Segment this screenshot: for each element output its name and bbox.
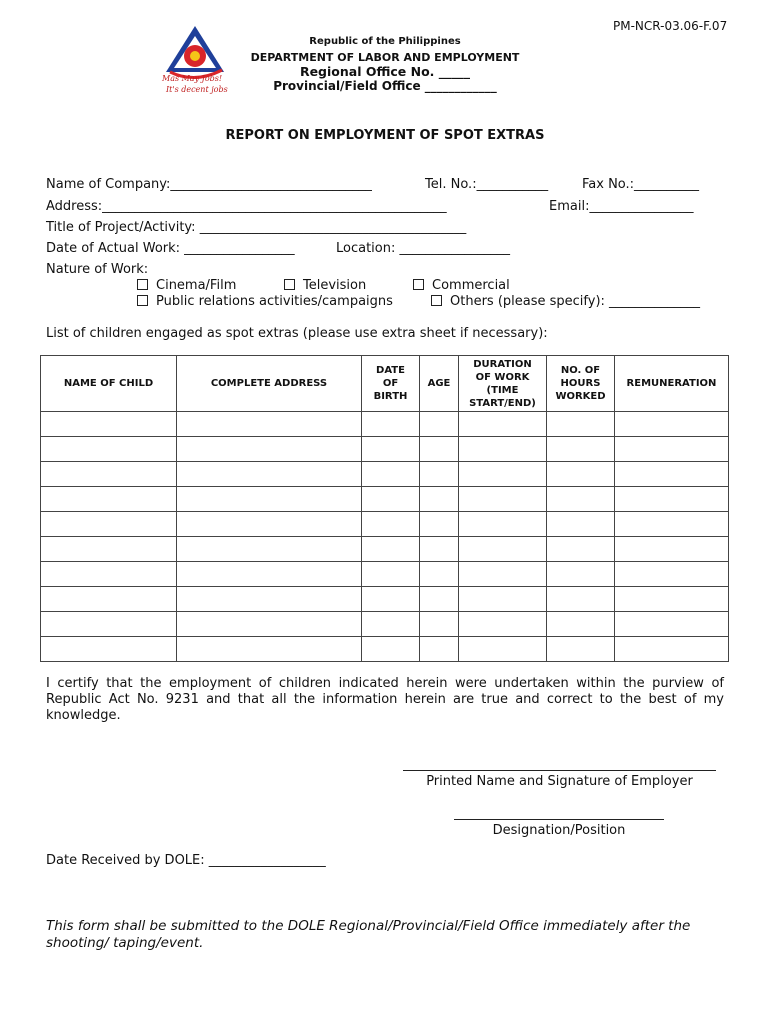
checkbox-icon[interactable] bbox=[137, 279, 148, 290]
option-cinema-label: Cinema/Film bbox=[156, 278, 237, 293]
option-television-label: Television bbox=[303, 278, 367, 293]
checkbox-icon[interactable] bbox=[413, 279, 424, 290]
location-field[interactable]: Location: _________________ bbox=[336, 241, 510, 256]
table-cell[interactable] bbox=[547, 412, 615, 437]
table-cell[interactable] bbox=[615, 637, 729, 662]
logo-tagline-1: Mas May Jobs! bbox=[162, 74, 223, 83]
table-cell[interactable] bbox=[41, 562, 177, 587]
option-commercial-label: Commercial bbox=[432, 278, 510, 293]
table-row bbox=[41, 637, 729, 662]
table-row bbox=[41, 487, 729, 512]
table-cell[interactable] bbox=[362, 412, 420, 437]
table-header-text: NO. OF bbox=[560, 365, 601, 376]
option-public-relations[interactable] bbox=[137, 294, 393, 309]
designation-label: Designation/Position bbox=[492, 823, 626, 838]
table-cell[interactable] bbox=[615, 412, 729, 437]
option-television[interactable] bbox=[284, 278, 366, 293]
table-cell[interactable] bbox=[177, 562, 362, 587]
table-cell[interactable] bbox=[547, 637, 615, 662]
table-row bbox=[41, 537, 729, 562]
table-header-row bbox=[41, 356, 729, 412]
company-field[interactable]: Name of Company:_______________________________ bbox=[46, 177, 372, 192]
checkbox-icon[interactable] bbox=[284, 279, 295, 290]
table-header-cell bbox=[459, 356, 547, 412]
option-pr-label: Public relations activities/campaigns bbox=[156, 294, 393, 309]
table-cell[interactable] bbox=[177, 512, 362, 537]
table-cell[interactable] bbox=[362, 437, 420, 462]
table-cell[interactable] bbox=[41, 637, 177, 662]
table-cell[interactable] bbox=[547, 462, 615, 487]
table-cell[interactable] bbox=[420, 587, 459, 612]
table-header-text: OF WORK bbox=[475, 371, 530, 383]
header-republic: Republic of the Philippines bbox=[309, 36, 461, 47]
table-cell[interactable] bbox=[459, 487, 547, 512]
table-cell[interactable] bbox=[459, 462, 547, 487]
table-cell[interactable] bbox=[420, 412, 459, 437]
header-department: DEPARTMENT OF LABOR AND EMPLOYMENT bbox=[250, 51, 520, 64]
table-cell[interactable] bbox=[41, 487, 177, 512]
table-cell[interactable] bbox=[420, 537, 459, 562]
option-cinema[interactable] bbox=[137, 278, 236, 293]
table-row bbox=[41, 412, 729, 437]
table-row bbox=[41, 587, 729, 612]
table-header-text: DATE bbox=[376, 365, 405, 376]
table-cell[interactable] bbox=[41, 462, 177, 487]
table-cell[interactable] bbox=[362, 587, 420, 612]
table-cell[interactable] bbox=[420, 487, 459, 512]
table-cell[interactable] bbox=[420, 612, 459, 637]
table-cell[interactable] bbox=[615, 437, 729, 462]
table-cell[interactable] bbox=[41, 587, 177, 612]
table-header-cell bbox=[615, 356, 729, 412]
header-provincial-office: Provincial/Field Office ____________ bbox=[273, 79, 497, 93]
table-cell[interactable] bbox=[362, 487, 420, 512]
nature-of-work-label: Nature of Work: bbox=[46, 262, 149, 277]
table-cell[interactable] bbox=[362, 512, 420, 537]
table-cell[interactable] bbox=[420, 462, 459, 487]
date-received-field[interactable]: Date Received by DOLE: __________________ bbox=[46, 853, 326, 868]
table-cell[interactable] bbox=[420, 637, 459, 662]
table-cell[interactable] bbox=[41, 437, 177, 462]
table-cell[interactable] bbox=[615, 587, 729, 612]
table-cell[interactable] bbox=[177, 487, 362, 512]
table-cell[interactable] bbox=[459, 637, 547, 662]
table-cell[interactable] bbox=[459, 587, 547, 612]
table-header-text: BIRTH bbox=[373, 391, 408, 402]
table-cell[interactable] bbox=[420, 512, 459, 537]
table-header-text: OF bbox=[382, 378, 399, 389]
table-cell[interactable] bbox=[41, 412, 177, 437]
date-of-work-field[interactable]: Date of Actual Work: _________________ bbox=[46, 241, 295, 256]
table-header-cell bbox=[420, 356, 459, 412]
certification-text: I certify that the employment of children indicated herein were undertaken within the purview of Republic Act No. 9231 and that all the information herein are true and correct to the best of my knowledge. bbox=[46, 676, 724, 723]
table-header-cell bbox=[177, 356, 362, 412]
table-cell[interactable] bbox=[459, 537, 547, 562]
form-code: PM-NCR-03.06-F.07 bbox=[613, 19, 728, 33]
table-header-text: REMUNERATION bbox=[626, 378, 717, 389]
table-cell[interactable] bbox=[41, 612, 177, 637]
table-row bbox=[41, 562, 729, 587]
table-header-text: DURATION bbox=[473, 358, 532, 370]
table-cell[interactable] bbox=[547, 612, 615, 637]
table-cell[interactable] bbox=[362, 462, 420, 487]
table-header-text: (TIME bbox=[486, 384, 519, 396]
table-row bbox=[41, 612, 729, 637]
table-cell[interactable] bbox=[547, 587, 615, 612]
table-cell[interactable] bbox=[362, 637, 420, 662]
table-cell[interactable] bbox=[615, 562, 729, 587]
form-title: REPORT ON EMPLOYMENT OF SPOT EXTRAS bbox=[225, 128, 545, 143]
table-header-text: AGE bbox=[427, 378, 451, 389]
submission-note: This form shall be submitted to the DOLE Regional/Provincial/Field Office immediately after the shooting/ taping/event. bbox=[46, 918, 691, 951]
table-cell[interactable] bbox=[459, 562, 547, 587]
table-cell[interactable] bbox=[177, 637, 362, 662]
table-cell[interactable] bbox=[615, 462, 729, 487]
option-others[interactable] bbox=[431, 294, 700, 309]
table-cell[interactable] bbox=[362, 537, 420, 562]
table-cell[interactable] bbox=[177, 587, 362, 612]
signature-line[interactable] bbox=[403, 770, 716, 771]
table-row bbox=[41, 462, 729, 487]
table-cell[interactable] bbox=[459, 437, 547, 462]
list-caption: List of children engaged as spot extras (please use extra sheet if necessary): bbox=[46, 326, 548, 341]
table-cell[interactable] bbox=[420, 437, 459, 462]
option-others-label: Others (please specify): ______________ bbox=[450, 294, 701, 309]
table-cell[interactable] bbox=[547, 562, 615, 587]
table-cell[interactable] bbox=[547, 537, 615, 562]
table-cell[interactable] bbox=[177, 412, 362, 437]
tel-field[interactable]: Tel. No.:___________ bbox=[425, 177, 549, 192]
address-field[interactable]: Address:_____________________________________________________ bbox=[46, 199, 447, 214]
fax-field[interactable]: Fax No.:__________ bbox=[582, 177, 700, 192]
table-cell[interactable] bbox=[177, 437, 362, 462]
table-row bbox=[41, 512, 729, 537]
table-cell[interactable] bbox=[177, 612, 362, 637]
table-cell[interactable] bbox=[615, 512, 729, 537]
table-header-text: HOURS bbox=[560, 378, 601, 389]
table-cell[interactable] bbox=[615, 487, 729, 512]
table-header-cell bbox=[547, 356, 615, 412]
checkbox-icon[interactable] bbox=[431, 295, 442, 306]
table-cell[interactable] bbox=[547, 437, 615, 462]
table-cell[interactable] bbox=[41, 537, 177, 562]
table-header-text: WORKED bbox=[555, 391, 606, 402]
checkbox-icon[interactable] bbox=[137, 295, 148, 306]
option-commercial[interactable] bbox=[413, 278, 510, 293]
table-cell[interactable] bbox=[362, 612, 420, 637]
table-cell[interactable] bbox=[459, 412, 547, 437]
table-header-cell bbox=[41, 356, 177, 412]
table-cell[interactable] bbox=[362, 562, 420, 587]
header-regional-office: Regional Office No. _____ bbox=[299, 64, 471, 79]
table-cell[interactable] bbox=[459, 612, 547, 637]
table-header-text: NAME OF CHILD bbox=[63, 378, 154, 389]
table-header-cell bbox=[362, 356, 420, 412]
signature-label: Printed Name and Signature of Employer bbox=[426, 774, 693, 789]
table-cell[interactable] bbox=[177, 537, 362, 562]
table-cell[interactable] bbox=[547, 487, 615, 512]
table-header-text: START/END) bbox=[469, 397, 536, 409]
designation-line[interactable] bbox=[454, 819, 664, 820]
table-row bbox=[41, 437, 729, 462]
table-header-text: COMPLETE ADDRESS bbox=[210, 378, 328, 389]
table-cell[interactable] bbox=[41, 512, 177, 537]
project-field[interactable]: Title of Project/Activity: _________________________________________ bbox=[46, 220, 467, 235]
table-cell[interactable] bbox=[420, 562, 459, 587]
table-cell[interactable] bbox=[615, 612, 729, 637]
logo-tagline-2: It's decent jobs bbox=[166, 85, 228, 94]
email-field[interactable]: Email:________________ bbox=[549, 199, 694, 214]
table-cell[interactable] bbox=[459, 512, 547, 537]
table-cell[interactable] bbox=[615, 537, 729, 562]
children-table bbox=[40, 355, 729, 662]
table-cell[interactable] bbox=[547, 512, 615, 537]
table-cell[interactable] bbox=[177, 462, 362, 487]
